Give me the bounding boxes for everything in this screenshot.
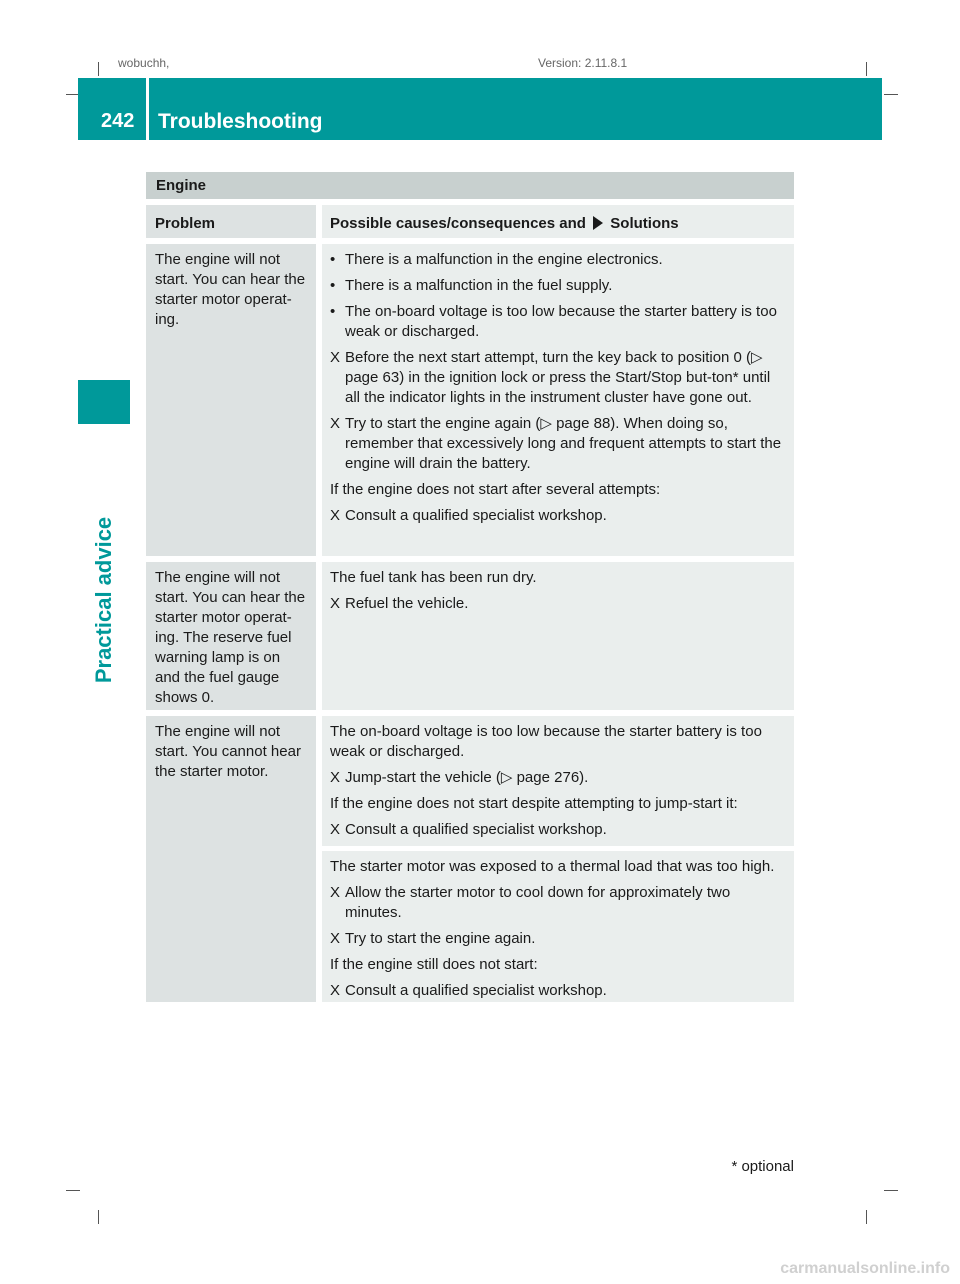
info-text xyxy=(330,722,786,762)
problem-cell: The engine will not start. You can hear the starter motor operat-ing. The reserve fuel warning lamp is on and the fuel gauge shows 0. xyxy=(146,562,316,710)
action-step xyxy=(330,594,786,614)
line-text: If the engine does not start after several attempts: xyxy=(330,481,661,498)
table-row xyxy=(146,562,794,710)
line-text: Consult a qualified specialist workshop. xyxy=(345,821,607,838)
cause-item xyxy=(330,250,786,270)
action-step xyxy=(330,348,786,408)
line-text: The starter motor was exposed to a thermal load that was too high. xyxy=(330,858,775,875)
line-text: Consult a qualified specialist workshop. xyxy=(345,507,607,524)
action-marker-icon: X xyxy=(330,415,341,432)
section-title: Troubleshooting xyxy=(158,110,323,133)
watermark: carmanualsonline.info xyxy=(780,1260,950,1277)
crop-mark xyxy=(884,1190,898,1191)
table-header-row xyxy=(146,205,794,238)
solution-cell xyxy=(322,716,794,1002)
cause-item xyxy=(330,276,786,296)
crop-mark xyxy=(866,62,867,76)
problem-cell: The engine will not start. You can hear the starter motor operat-ing. xyxy=(146,244,316,556)
side-tab-label: Practical advice xyxy=(91,516,116,684)
troubleshooting-table xyxy=(146,172,794,1002)
line-text: The on-board voltage is too low because the starter battery is too weak or discharged. xyxy=(330,723,762,760)
page-number: 242 xyxy=(101,110,135,132)
action-step xyxy=(330,768,786,788)
action-arrow-icon xyxy=(593,216,603,230)
action-step xyxy=(330,929,786,949)
action-marker-icon: X xyxy=(330,982,341,999)
crop-mark xyxy=(66,1190,80,1191)
line-text: Jump-start the vehicle (▷ page 276). xyxy=(345,769,589,786)
bullet-icon: • xyxy=(330,277,336,294)
line-text: The fuel tank has been run dry. xyxy=(330,569,537,586)
action-marker-icon: X xyxy=(330,821,341,838)
info-text xyxy=(330,857,786,877)
info-text xyxy=(330,955,786,975)
action-marker-icon: X xyxy=(330,769,341,786)
table-row xyxy=(146,244,794,556)
line-text: Try to start the engine again. xyxy=(345,930,536,947)
info-text xyxy=(330,568,786,588)
table-row xyxy=(146,716,794,1002)
column-header-solutions-a: Possible causes/consequences and xyxy=(330,215,586,232)
line-text: Try to start the engine again (▷ page 88). When doing so, remember that excessively long and frequent attempts to start the engine will drain the battery. xyxy=(345,415,782,472)
info-text xyxy=(330,480,786,500)
print-meta-version: Version: 2.11.8.1 xyxy=(538,56,628,70)
line-text: If the engine does not start despite attempting to jump-start it: xyxy=(330,795,738,812)
line-text: There is a malfunction in the fuel supply. xyxy=(345,277,613,294)
action-step xyxy=(330,820,786,840)
bullet-icon: • xyxy=(330,303,336,320)
line-text: Allow the starter motor to cool down for approximately two minutes. xyxy=(345,884,731,921)
header-divider xyxy=(146,78,149,140)
line-text: The on-board voltage is too low because the starter battery is too weak or discharged. xyxy=(345,303,777,340)
side-tab-marker xyxy=(78,380,130,424)
solution-cell xyxy=(322,244,794,556)
bullet-icon: • xyxy=(330,251,336,268)
action-marker-icon: X xyxy=(330,884,341,901)
action-marker-icon: X xyxy=(330,595,341,612)
action-step xyxy=(330,883,786,923)
line-text: Refuel the vehicle. xyxy=(345,595,469,612)
column-header-problem: Problem xyxy=(146,205,316,238)
line-text: There is a malfunction in the engine electronics. xyxy=(345,251,663,268)
crop-mark xyxy=(866,1210,867,1224)
crop-mark xyxy=(98,62,99,76)
cause-item xyxy=(330,302,786,342)
cell-separator xyxy=(322,846,794,851)
crop-mark xyxy=(98,1210,99,1224)
action-step xyxy=(330,414,786,474)
info-text xyxy=(330,794,786,814)
column-header-solutions-b: Solutions xyxy=(610,215,679,232)
table-title: Engine xyxy=(146,172,794,199)
action-marker-icon: X xyxy=(330,507,341,524)
problem-cell: The engine will not start. You cannot hear the starter motor. xyxy=(146,716,316,1002)
print-meta-left: wobuchh, xyxy=(118,56,170,70)
footer-note: * optional xyxy=(731,1158,794,1175)
action-step xyxy=(330,506,786,526)
line-text: Consult a qualified specialist workshop. xyxy=(345,982,607,999)
column-header-solutions xyxy=(322,205,794,238)
line-text: Before the next start attempt, turn the key back to position 0 (▷ page 63) in the ignition lock or press the Start/Stop but-ton* until all the indicator lights in the instrument cluster have gone out. xyxy=(345,349,771,406)
line-text: If the engine still does not start: xyxy=(330,956,538,973)
crop-mark xyxy=(884,94,898,95)
action-marker-icon: X xyxy=(330,930,341,947)
solution-cell xyxy=(322,562,794,710)
action-step xyxy=(330,981,786,1001)
action-marker-icon: X xyxy=(330,349,341,366)
